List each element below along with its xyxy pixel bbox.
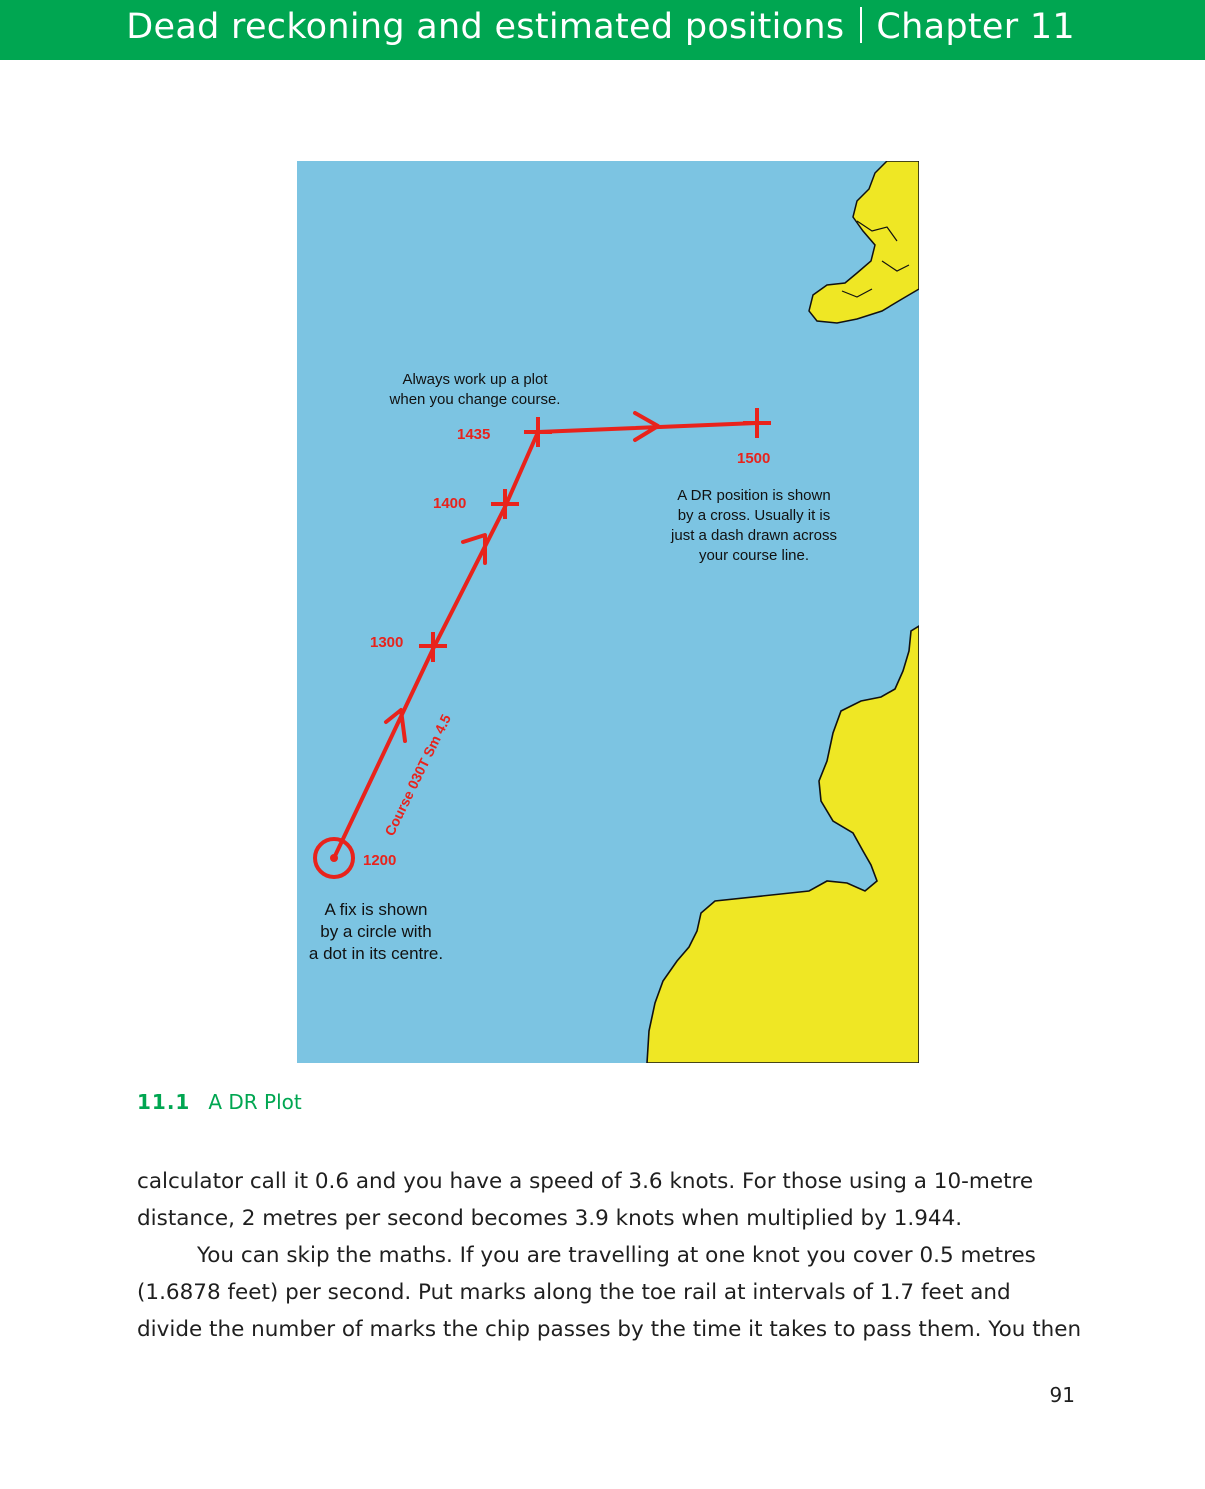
note-fix-line-2: by a circle with [320, 922, 432, 941]
note-dr-line-4: your course line. [698, 547, 810, 564]
note-dr-line-1: A DR position is shown [677, 487, 831, 504]
course-speed-label: Course 030T Sm 4.5 [381, 711, 455, 839]
body-text [137, 1163, 1082, 1348]
page-number: 91 [1049, 1383, 1075, 1407]
note-fix-line-1: A fix is shown [324, 900, 428, 919]
note-fix-line-3: a dot in its centre. [308, 944, 444, 963]
paragraph-2-line-1: You can skip the maths. If you are travelling at one knot you cover 0.5 metres [197, 1243, 1036, 1268]
paragraph-2-line-3: divide the number of marks the chip passes by the time it takes to pass them. You then [137, 1317, 1082, 1342]
time-label-1400: 1400 [433, 495, 467, 512]
figure-number: 11.1 [137, 1090, 191, 1114]
running-head-title: Dead reckoning and estimated positions [126, 7, 845, 47]
time-label-1300: 1300 [370, 634, 404, 651]
running-head [126, 4, 1075, 50]
note-dr-line-3: just a dash drawn across [671, 527, 837, 544]
figure-caption [137, 1090, 302, 1114]
paragraph-2-line-2: (1.6878 feet) per second. Put marks along the toe rail at intervals of 1.7 feet and [137, 1280, 1011, 1305]
note-change-course-line-1: Always work up a plot [402, 371, 548, 388]
note-change-course-line-2: when you change course. [389, 391, 561, 408]
running-head-separator [860, 7, 862, 43]
paragraph-1-line-2: distance, 2 metres per second becomes 3.9 knots when multiplied by 1.944. [137, 1206, 963, 1231]
paragraph-1-line-1: calculator call it 0.6 and you have a speed of 3.6 knots. For those using a 10-metre [137, 1169, 1034, 1194]
time-label-1200: 1200 [363, 852, 397, 869]
figure-caption-text: A DR Plot [208, 1090, 302, 1114]
time-label-1500: 1500 [737, 450, 771, 467]
dr-plot-figure [297, 161, 919, 1063]
note-dr-line-2: by a cross. Usually it is [677, 507, 831, 524]
dr-plot-map [297, 161, 919, 1063]
header-band [0, 0, 1205, 60]
time-label-1435: 1435 [457, 426, 491, 443]
running-head-chapter: Chapter 11 [876, 7, 1075, 47]
